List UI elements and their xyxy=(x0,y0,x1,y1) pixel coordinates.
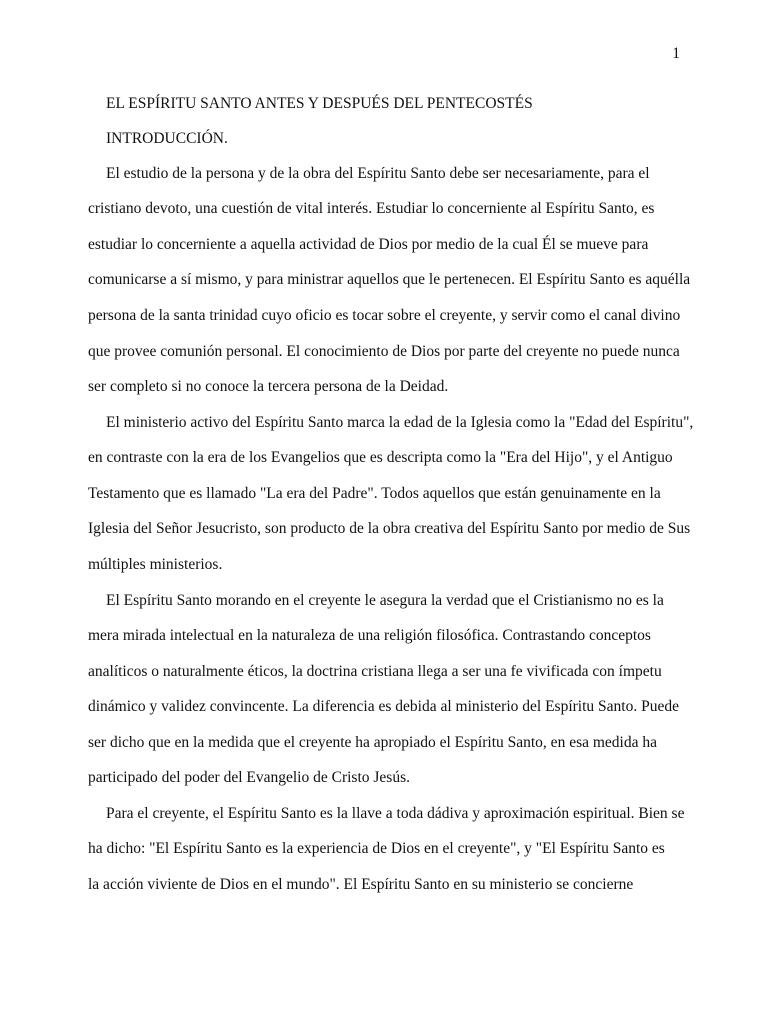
paragraph-3-line-6: participado del poder del Evangelio de Cristo Jesús. xyxy=(88,769,410,786)
paragraph-2-line-5: múltiples ministerios. xyxy=(88,556,223,573)
paragraph-4-line-3: la acción viviente de Dios en el mundo". El Espíritu Santo en su ministerio se concierne xyxy=(88,876,634,893)
paragraph-1-line-1: El estudio de la persona y de la obra del Espíritu Santo debe ser necesariamente, para el xyxy=(106,165,650,182)
document-title: EL ESPÍRITU SANTO ANTES Y DESPUÉS DEL PENTECOSTÉS xyxy=(106,95,533,112)
paragraph-1-line-2: cristiano devoto, una cuestión de vital interés. Estudiar lo concerniente al Espíritu Santo, es xyxy=(88,200,655,217)
paragraph-1-line-6: que provee comunión personal. El conocimiento de Dios por parte del creyente no puede nunca xyxy=(88,343,680,360)
paragraph-3-line-3: analíticos o naturalmente éticos, la doctrina cristiana llega a ser una fe vivificada con ímpetu xyxy=(88,663,662,680)
paragraph-2-line-2: en contraste con la era de los Evangelios que es descripta como la "Era del Hijo", y el Antiguo xyxy=(88,449,673,466)
paragraph-1-line-4: comunicarse a sí mismo, y para ministrar aquellos que le pertenecen. El Espíritu Santo es aquélla xyxy=(88,271,691,288)
paragraph-3-line-2: mera mirada intelectual en la naturaleza de una religión filosófica. Contrastando conceptos xyxy=(88,627,651,644)
paragraph-2-line-4: Iglesia del Señor Jesucristo, son producto de la obra creativa del Espíritu Santo por medio de Sus xyxy=(88,520,691,537)
page-number: 1 xyxy=(672,45,680,62)
paragraph-2-line-3: Testamento que es llamado "La era del Padre". Todos aquellos que están genuinamente en la xyxy=(88,485,661,502)
paragraph-1-line-5: persona de la santa trinidad cuyo oficio es tocar sobre el creyente, y servir como el canal divino xyxy=(88,307,681,324)
paragraph-4-line-1: Para el creyente, el Espíritu Santo es la llave a toda dádiva y aproximación espiritual. Bien se xyxy=(106,805,685,822)
paragraph-4-line-2: ha dicho: "El Espíritu Santo es la experiencia de Dios en el creyente", y "El Espíritu Santo es xyxy=(88,840,665,857)
paragraph-2-line-1: El ministerio activo del Espíritu Santo marca la edad de la Iglesia como la "Edad del Espíritu", xyxy=(106,414,694,431)
paragraph-1-line-3: estudiar lo concerniente a aquella actividad de Dios por medio de la cual Él se mueve para xyxy=(88,236,649,253)
paragraph-3-line-4: dinámico y validez convincente. La diferencia es debida al ministerio del Espíritu Santo. Puede xyxy=(88,698,679,715)
section-heading: INTRODUCCIÓN. xyxy=(106,130,228,147)
paragraph-3-line-5: ser dicho que en la medida que el creyente ha apropiado el Espíritu Santo, en esa medida ha xyxy=(88,734,657,751)
paragraph-3-line-1: El Espíritu Santo morando en el creyente le asegura la verdad que el Cristianismo no es la xyxy=(106,592,664,609)
paragraph-1-line-7: ser completo si no conoce la tercera persona de la Deidad. xyxy=(88,378,449,395)
